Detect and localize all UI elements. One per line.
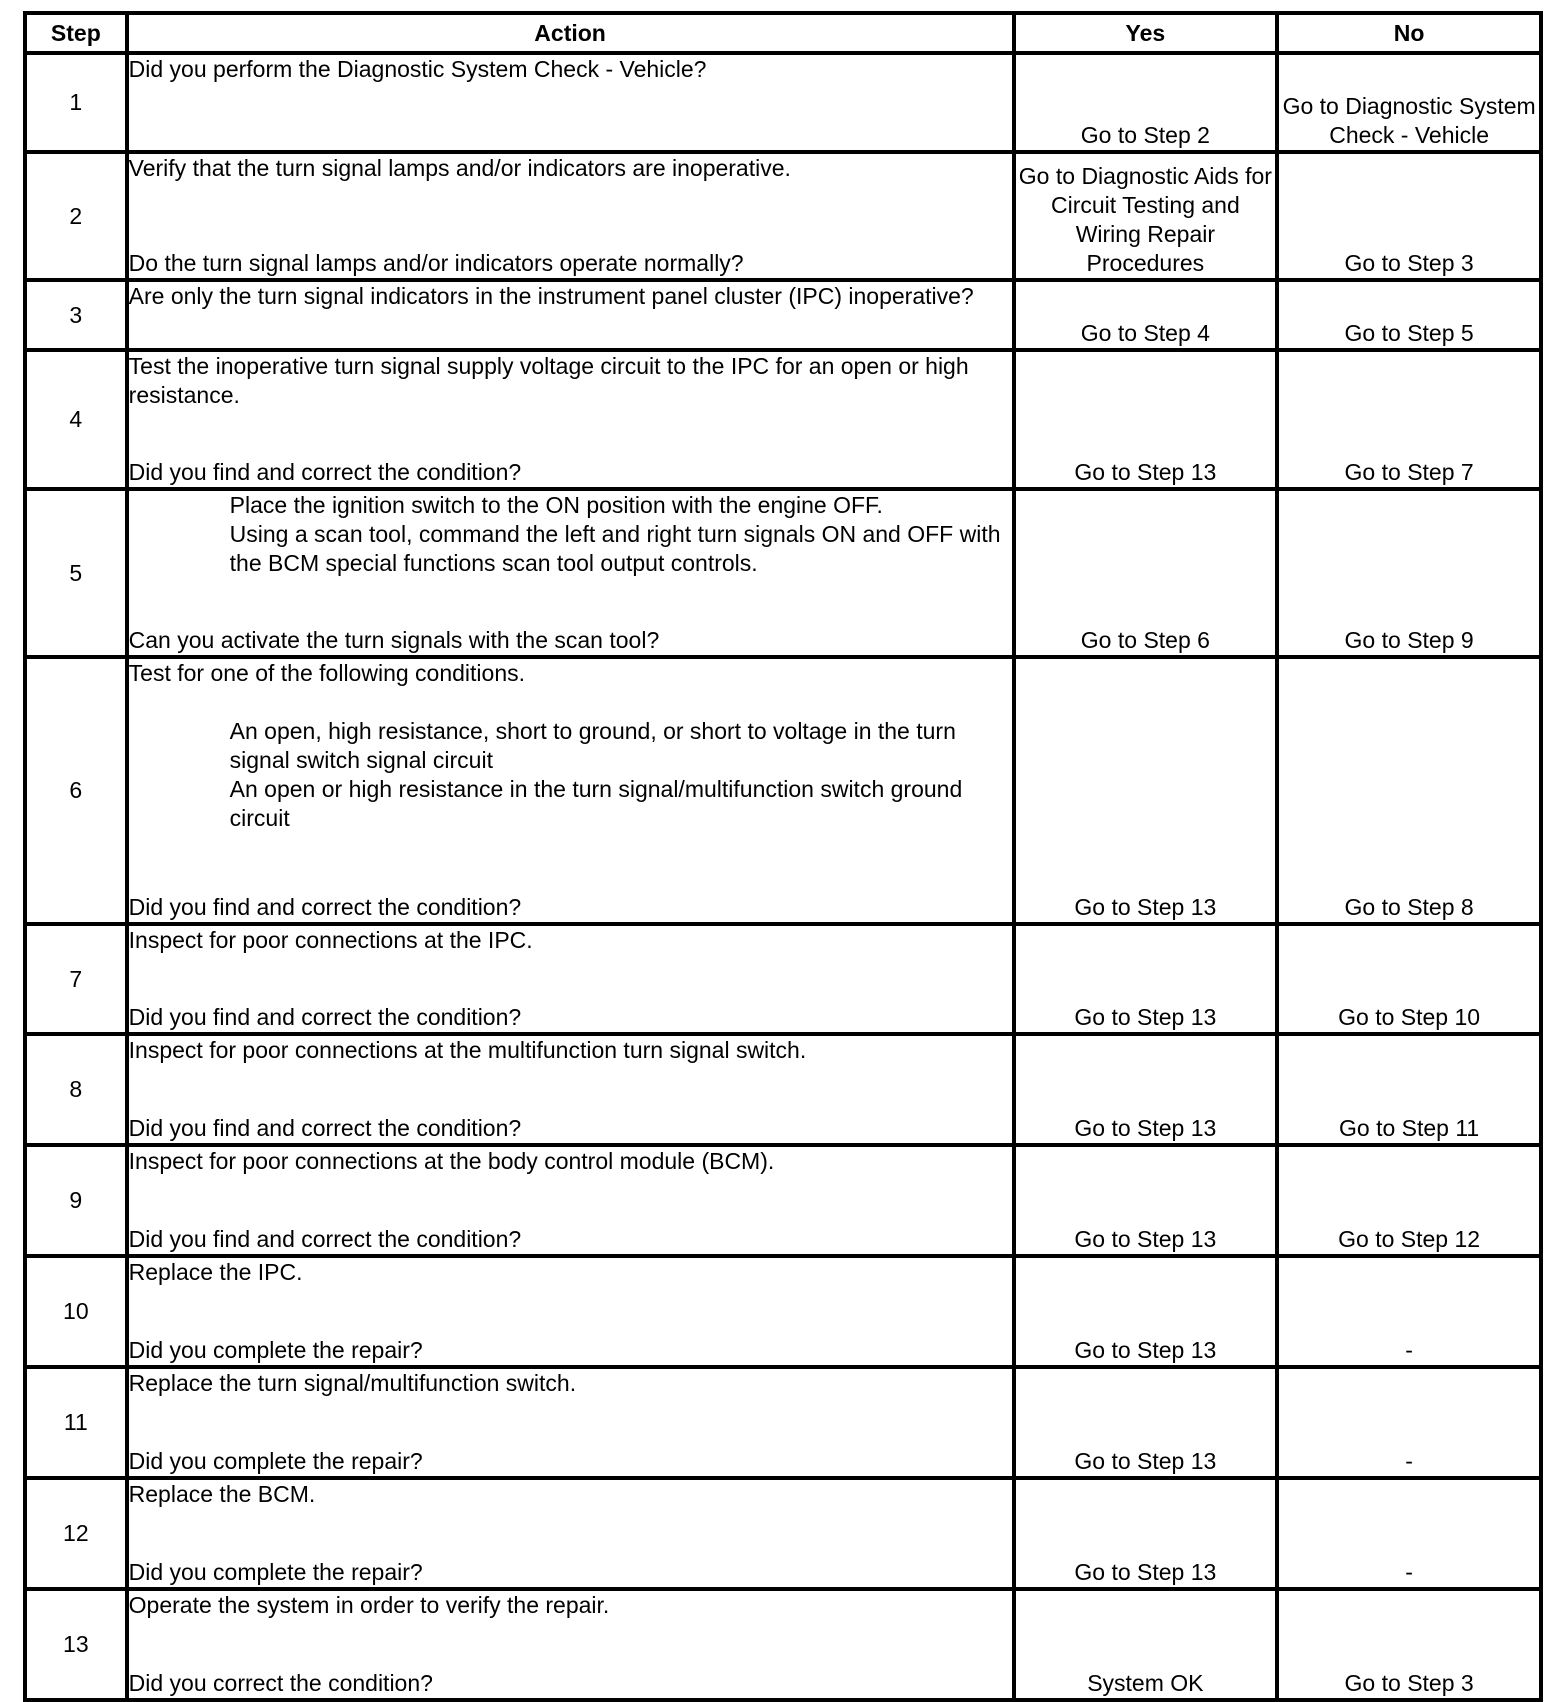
action-sub-item: Place the ignition switch to the ON position with the engine OFF. <box>229 492 883 518</box>
action-text: Replace the turn signal/multifunction switch. <box>128 1370 577 1396</box>
action-text: Are only the turn signal indicators in the instrument panel cluster (IPC) inoperative? <box>128 283 974 309</box>
action-text: Operate the system in order to verify the repair. <box>128 1592 610 1618</box>
header-yes: Yes <box>1014 13 1278 53</box>
table-row <box>25 1367 1541 1478</box>
action-question: Did you find and correct the condition? <box>128 894 522 920</box>
table-row <box>25 152 1541 280</box>
table-row <box>25 53 1541 152</box>
action-block <box>129 1147 1012 1254</box>
no-result: - <box>1277 1478 1541 1589</box>
action-instructions <box>129 491 1012 578</box>
yes-result: Go to Step 13 <box>1014 924 1278 1034</box>
action-text: Verify that the turn signal lamps and/or indicators are inoperative. <box>128 155 791 181</box>
step-number: 1 <box>25 53 127 152</box>
action-block <box>129 926 1012 1032</box>
header-action: Action <box>127 13 1014 53</box>
action-cell <box>127 1589 1014 1700</box>
no-result: - <box>1277 1256 1541 1367</box>
action-question: Did you complete the repair? <box>128 1337 423 1363</box>
spacer <box>129 688 1012 717</box>
table-row <box>25 1145 1541 1256</box>
table-row <box>25 1256 1541 1367</box>
action-text: Replace the IPC. <box>128 1259 303 1285</box>
action-block <box>129 282 1012 348</box>
no-result: Go to Step 3 <box>1277 1589 1541 1700</box>
action-block <box>129 659 1012 922</box>
action-block <box>129 1591 1012 1698</box>
action-instructions <box>129 352 1012 410</box>
step-number: 9 <box>25 1145 127 1256</box>
action-text: Inspect for poor connections at the body control module (BCM). <box>128 1148 775 1174</box>
action-instructions <box>129 1480 1012 1509</box>
action-text: Inspect for poor connections at the multifunction turn signal switch. <box>128 1037 807 1063</box>
header-row <box>25 13 1541 53</box>
table-row <box>25 924 1541 1034</box>
no-result: Go to Step 10 <box>1277 924 1541 1034</box>
action-cell <box>127 1256 1014 1367</box>
step-number: 4 <box>25 350 127 489</box>
step-number: 11 <box>25 1367 127 1478</box>
action-cell <box>127 657 1014 924</box>
action-cell <box>127 1478 1014 1589</box>
action-instructions <box>129 154 1012 183</box>
step-number: 2 <box>25 152 127 280</box>
no-result: Go to Step 7 <box>1277 350 1541 489</box>
action-instructions <box>129 926 1012 955</box>
step-number: 6 <box>25 657 127 924</box>
action-sub-item: An open or high resistance in the turn signal/multifunction switch ground circuit <box>229 776 969 831</box>
step-number: 7 <box>25 924 127 1034</box>
table-row <box>25 280 1541 350</box>
action-instructions <box>129 1369 1012 1398</box>
yes-result: Go to Step 13 <box>1014 1478 1278 1589</box>
action-block <box>129 1036 1012 1143</box>
action-question: Can you activate the turn signals with the scan tool? <box>128 627 660 653</box>
diagnostic-table <box>23 11 1543 1702</box>
yes-result: Go to Step 2 <box>1014 53 1278 152</box>
no-result: Go to Step 12 <box>1277 1145 1541 1256</box>
action-block <box>129 1480 1012 1587</box>
yes-result: Go to Step 13 <box>1014 1034 1278 1145</box>
action-question: Did you complete the repair? <box>128 1559 423 1585</box>
action-cell <box>127 1145 1014 1256</box>
yes-result: Go to Step 4 <box>1014 280 1278 350</box>
action-text: Inspect for poor connections at the IPC. <box>128 927 533 953</box>
action-instructions <box>129 1147 1012 1176</box>
action-question: Did you find and correct the condition? <box>128 459 522 485</box>
no-result: Go to Step 5 <box>1277 280 1541 350</box>
action-question: Do the turn signal lamps and/or indicators operate normally? <box>128 250 744 276</box>
action-sub-item: Using a scan tool, command the left and right turn signals ON and OFF with the BCM special functions scan tool output controls. <box>229 521 1007 576</box>
action-question: Did you find and correct the condition? <box>128 1004 522 1030</box>
action-text: Replace the BCM. <box>128 1481 316 1507</box>
table-row <box>25 350 1541 489</box>
action-question: Did you find and correct the condition? <box>128 1226 522 1252</box>
action-block <box>129 491 1012 655</box>
yes-result: Go to Step 13 <box>1014 657 1278 924</box>
action-block <box>129 352 1012 487</box>
action-cell <box>127 280 1014 350</box>
action-instructions <box>129 1591 1012 1620</box>
action-instructions <box>129 282 1012 311</box>
no-result: Go to Step 11 <box>1277 1034 1541 1145</box>
action-block <box>129 1369 1012 1476</box>
action-sub-item: An open, high resistance, short to ground, or short to voltage in the turn signal switch signal circuit <box>229 718 963 773</box>
yes-result: Go to Diagnostic Aids for Circuit Testing and Wiring Repair Procedures <box>1014 152 1278 280</box>
action-question: Did you complete the repair? <box>128 1448 423 1474</box>
yes-result: Go to Step 6 <box>1014 489 1278 657</box>
action-cell <box>127 924 1014 1034</box>
action-cell <box>127 53 1014 152</box>
no-result: Go to Diagnostic System Check - Vehicle <box>1277 53 1541 152</box>
action-cell <box>127 489 1014 657</box>
action-text: Test for one of the following conditions. <box>128 660 526 686</box>
table-row <box>25 1478 1541 1589</box>
step-number: 8 <box>25 1034 127 1145</box>
action-cell <box>127 350 1014 489</box>
step-number: 13 <box>25 1589 127 1700</box>
step-number: 10 <box>25 1256 127 1367</box>
no-result: Go to Step 9 <box>1277 489 1541 657</box>
table-row <box>25 1589 1541 1700</box>
action-cell <box>127 152 1014 280</box>
header-no: No <box>1277 13 1541 53</box>
step-number: 12 <box>25 1478 127 1589</box>
table-row <box>25 1034 1541 1145</box>
action-block <box>129 55 1012 150</box>
action-text: Test the inoperative turn signal supply voltage circuit to the IPC for an open or high resistance. <box>128 353 976 408</box>
action-question: Did you correct the condition? <box>128 1670 433 1696</box>
yes-result: Go to Step 13 <box>1014 1367 1278 1478</box>
yes-result: Go to Step 13 <box>1014 1256 1278 1367</box>
action-cell <box>127 1367 1014 1478</box>
action-block <box>129 1258 1012 1365</box>
table-body <box>25 53 1541 1700</box>
step-number: 5 <box>25 489 127 657</box>
no-result: Go to Step 8 <box>1277 657 1541 924</box>
action-text: Did you perform the Diagnostic System Check - Vehicle? <box>128 56 707 82</box>
yes-result: Go to Step 13 <box>1014 1145 1278 1256</box>
no-result: - <box>1277 1367 1541 1478</box>
action-instructions <box>129 1036 1012 1065</box>
no-result: Go to Step 3 <box>1277 152 1541 280</box>
table-row <box>25 489 1541 657</box>
action-cell <box>127 1034 1014 1145</box>
action-question: Did you find and correct the condition? <box>128 1115 522 1141</box>
yes-result: Go to Step 13 <box>1014 350 1278 489</box>
yes-result: System OK <box>1014 1589 1278 1700</box>
action-instructions <box>129 659 1012 833</box>
step-number: 3 <box>25 280 127 350</box>
header-step: Step <box>25 13 127 53</box>
table-row <box>25 657 1541 924</box>
action-block <box>129 154 1012 278</box>
action-instructions <box>129 1258 1012 1287</box>
action-instructions <box>129 55 1012 84</box>
